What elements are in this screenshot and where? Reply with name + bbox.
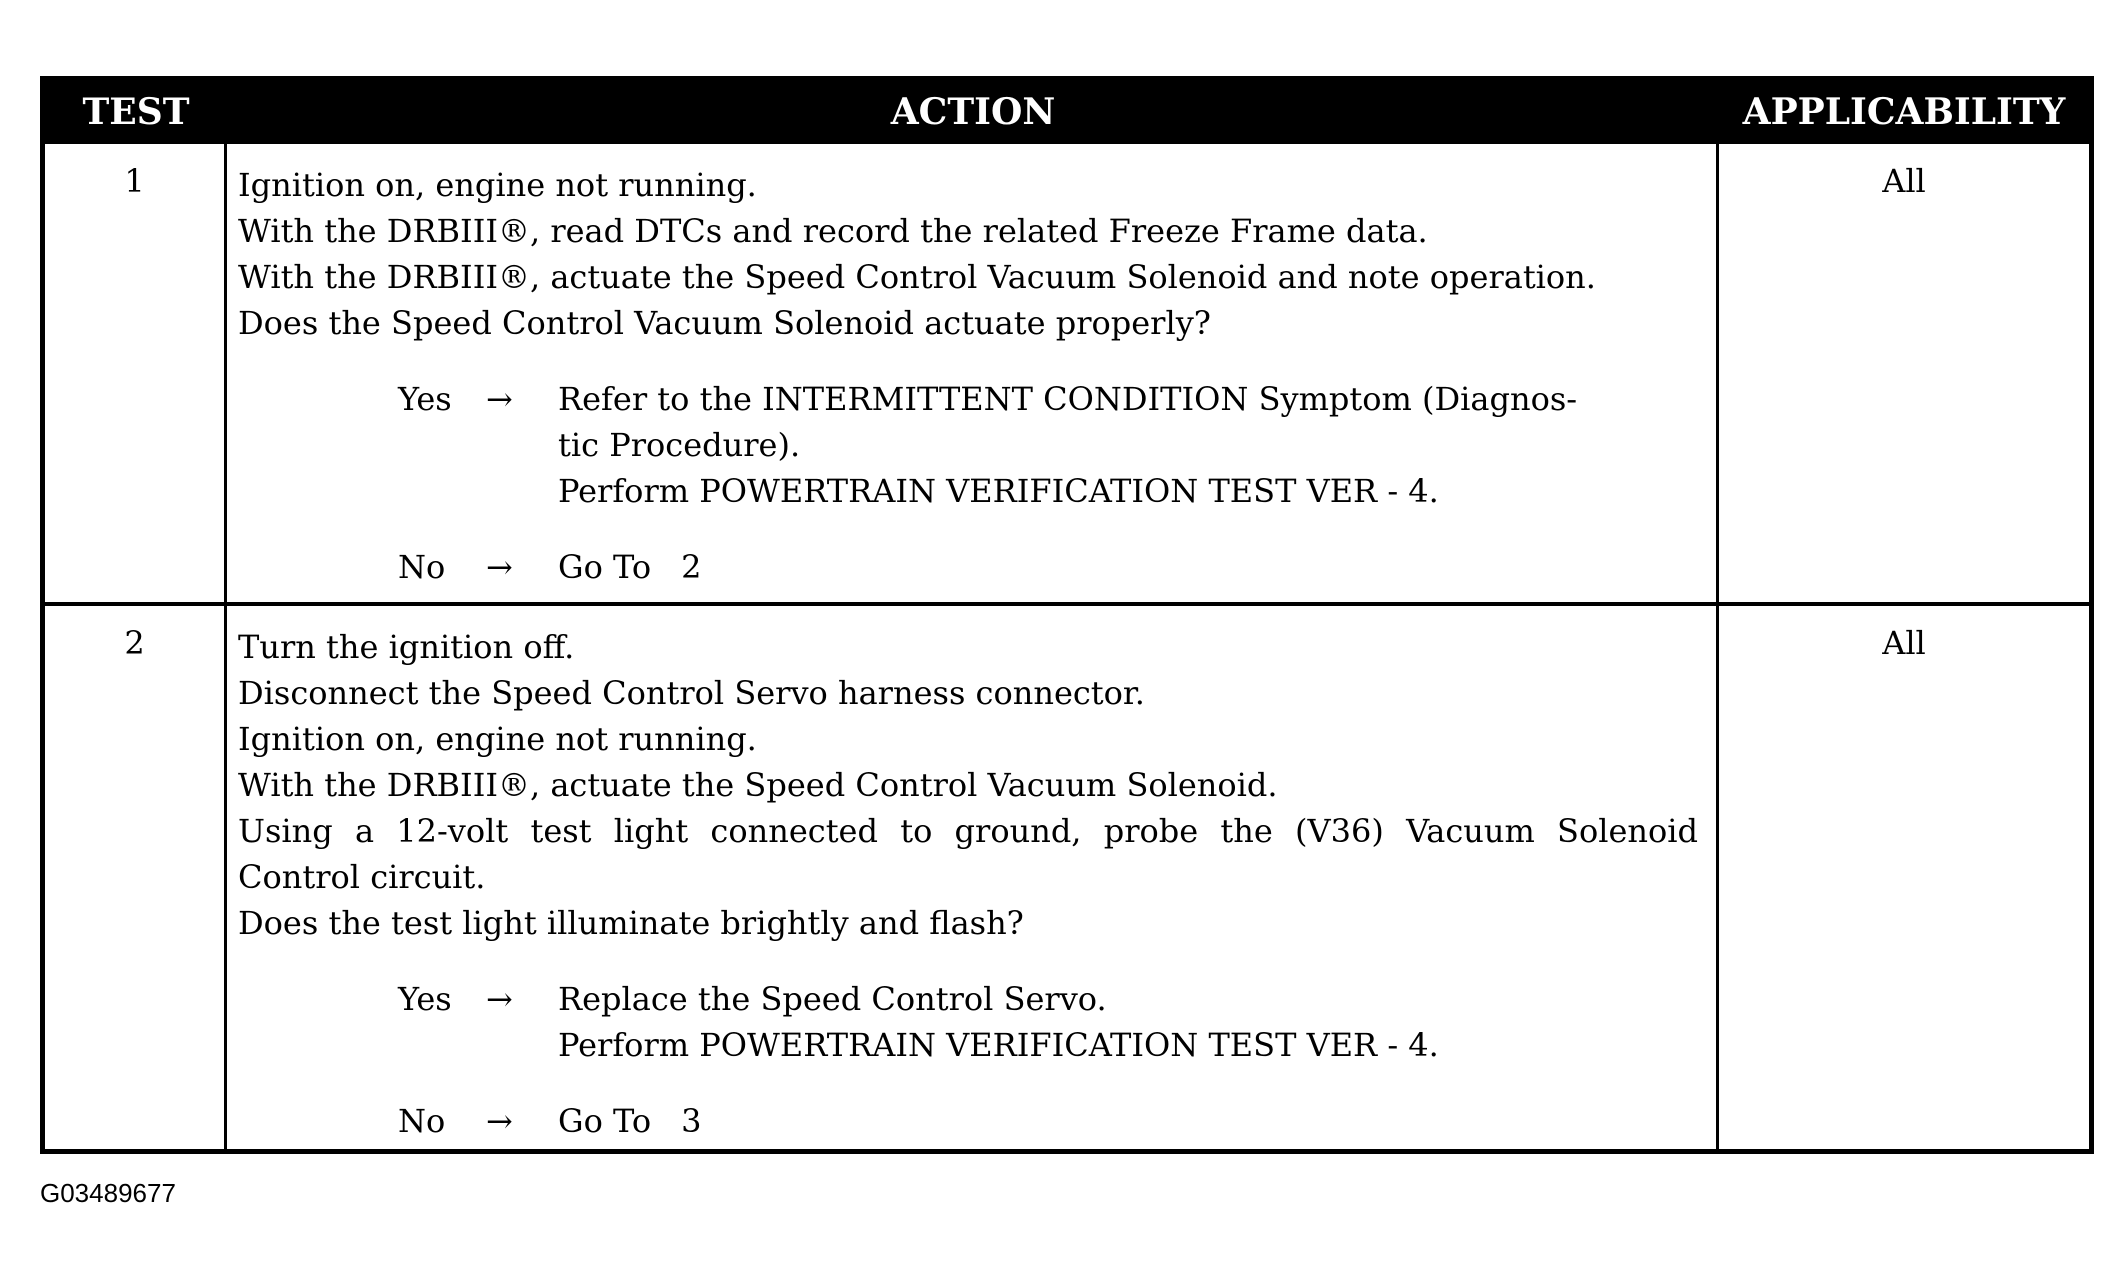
action-line: With the DRBIII®, actuate the Speed Control Vacuum Solenoid and note operation. xyxy=(238,258,1596,296)
action-line: Ignition on, engine not running. xyxy=(238,720,757,758)
yes-label: Yes xyxy=(398,980,452,1018)
no-response-text xyxy=(558,1098,1698,1144)
yes-response-text xyxy=(558,376,1698,514)
yes-response xyxy=(398,976,1698,1068)
applicability-value: All xyxy=(1882,624,1926,662)
action-line: Disconnect the Speed Control Servo harness connector. xyxy=(238,674,1145,712)
action-line: With the DRBIII®, read DTCs and record the related Freeze Frame data. xyxy=(238,212,1428,250)
no-label: No xyxy=(398,1102,446,1140)
applicability-value: All xyxy=(1882,162,1926,200)
figure-code: G03489677 xyxy=(40,1178,176,1208)
goto-number: 3 xyxy=(681,1102,702,1140)
arrow-icon: → xyxy=(486,548,513,586)
response-line: Refer to the INTERMITTENT CONDITION Symptom (Diagnos- xyxy=(558,380,1578,418)
yes-label: Yes xyxy=(398,380,452,418)
arrow-icon: → xyxy=(486,1102,513,1140)
response-line: Replace the Speed Control Servo. xyxy=(558,980,1107,1018)
response-line: Perform POWERTRAIN VERIFICATION TEST VER - 4. xyxy=(558,472,1439,510)
action-line: Ignition on, engine not running. xyxy=(238,166,757,204)
test-number: 2 xyxy=(124,624,145,662)
test-number: 1 xyxy=(124,162,145,200)
arrow-icon: → xyxy=(486,380,513,418)
goto-text: Go To xyxy=(558,548,652,586)
action-line: Using a 12-volt test light connected to ground, probe the (V36) Vacuum Solenoid xyxy=(238,812,1698,850)
goto-text: Go To xyxy=(558,1102,652,1140)
table-row xyxy=(45,606,2089,1149)
header-test: TEST xyxy=(82,91,190,133)
action-cell xyxy=(238,624,1698,1144)
response-line: tic Procedure). xyxy=(558,426,801,464)
table-row xyxy=(45,144,2089,602)
response-line: Perform POWERTRAIN VERIFICATION TEST VER - 4. xyxy=(558,1026,1439,1064)
table-header xyxy=(45,81,2089,144)
yes-response-text xyxy=(558,976,1698,1068)
action-line: Control circuit. xyxy=(238,858,486,896)
no-response-text xyxy=(558,544,1698,590)
no-label: No xyxy=(398,548,446,586)
diagnostic-table xyxy=(40,76,2094,1154)
header-applicability: APPLICABILITY xyxy=(1742,91,2066,133)
yes-response xyxy=(398,376,1698,514)
no-response xyxy=(398,544,1698,590)
action-cell xyxy=(238,162,1698,590)
arrow-icon: → xyxy=(486,980,513,1018)
no-response xyxy=(398,1098,1698,1144)
header-action: ACTION xyxy=(890,91,1056,133)
action-line: Does the Speed Control Vacuum Solenoid actuate properly? xyxy=(238,304,1211,342)
goto-number: 2 xyxy=(681,548,702,586)
action-line: Turn the ignition off. xyxy=(238,628,575,666)
action-line: Does the test light illuminate brightly and flash? xyxy=(238,904,1024,942)
action-line: With the DRBIII®, actuate the Speed Control Vacuum Solenoid. xyxy=(238,766,1278,804)
